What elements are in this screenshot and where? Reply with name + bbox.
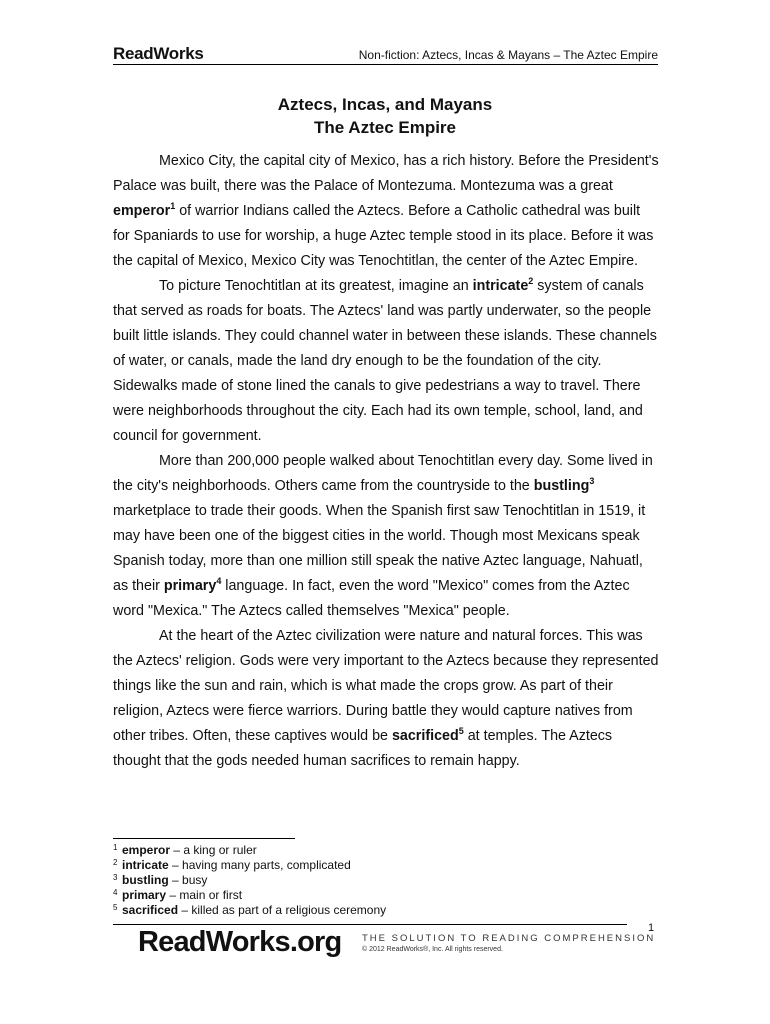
footnote-term: intricate — [122, 858, 169, 872]
brand-logo-text: ReadWorks — [113, 44, 204, 63]
paragraph-1-text-a: Mexico City, the capital city of Mexico, has a rich history. Before the President's Palace was built, there was the Palace of Montezuma. Montezuma was a great — [113, 153, 659, 194]
paragraph-1-text-b: of warrior Indians called the Aztecs. Before a Catholic cathedral was built for Spaniards to use for worship, a huge Aztec temple stood in its place. Before it was the capital of Mexico, Mexico City was Tenochtitlan, the center of the Aztec Empire. — [113, 203, 654, 269]
footnote-divider — [113, 838, 295, 839]
footnote-5 — [113, 903, 386, 918]
term-sacrificed: sacrificed — [391, 728, 459, 744]
document-label: Non-fiction: Aztecs, Incas & Mayans – The Aztec Empire — [358, 48, 658, 62]
footnote-ref-2: 2 — [528, 276, 534, 286]
term-primary: primary — [163, 578, 217, 594]
footnote-number: 1 — [113, 843, 118, 852]
term-bustling: bustling — [533, 478, 590, 494]
footnote-number: 4 — [113, 888, 118, 897]
term-emperor: emperor — [113, 203, 171, 219]
page-number: 1 — [648, 922, 655, 934]
paragraph-2-text-b: system of canals that served as roads for boats. The Aztecs' land was partly underwater, so the people built little islands. They could channel water in between these islands. These channels of water, or canals, made the land dry enough to be the foundation of the city. Sidewalks made of stone lined the canals to give pedestrians a way to travel. There were neighborhoods throughout the city. Each had its own temple, school, land, and council for government. — [113, 278, 657, 444]
footnote-ref-1: 1 — [170, 201, 176, 211]
paragraph-2-text-a: To picture Tenochtitlan at its greatest, imagine an — [159, 278, 473, 294]
readworks-logo: ReadWorks.org — [138, 926, 342, 958]
footnote-definition: – killed as part of a religious ceremony — [178, 903, 387, 917]
footnote-1 — [113, 843, 386, 858]
title-line-1: Aztecs, Incas, and Mayans — [277, 95, 493, 114]
page-header — [113, 42, 658, 65]
paragraph-3-text-a: More than 200,000 people walked about Tenochtitlan every day. Some lived in the city's neighborhoods. Others came from the countryside to the — [113, 453, 653, 494]
article-body — [113, 149, 659, 774]
footnote-2 — [113, 858, 386, 873]
footnote-term: sacrificed — [122, 903, 179, 917]
footnote-number: 5 — [113, 903, 118, 912]
footnote-number: 2 — [113, 858, 118, 867]
footnote-definition: – main or first — [166, 888, 243, 902]
footnote-number: 3 — [113, 873, 118, 882]
title-line-2: The Aztec Empire — [313, 118, 457, 137]
footnote-ref-4: 4 — [216, 576, 222, 586]
footnote-3 — [113, 873, 386, 888]
footnote-term: primary — [122, 888, 167, 902]
paragraph-3-text-c: language. In fact, even the word "Mexico" comes from the Aztec word "Mexica." The Aztecs called themselves "Mexica" people. — [113, 578, 630, 619]
footnote-term: emperor — [122, 843, 171, 857]
paragraph-1 — [113, 149, 659, 274]
footnote-4 — [113, 888, 386, 903]
footnote-term: bustling — [122, 873, 169, 887]
paragraph-4-text-b: at temples. The Aztecs thought that the gods needed human sacrifices to remain happy. — [113, 728, 613, 769]
footnote-definition: – a king or ruler — [170, 843, 257, 857]
footer-divider — [113, 924, 627, 925]
footnote-definition: – busy — [168, 873, 208, 887]
term-intricate: intricate — [472, 278, 529, 294]
paragraph-3-text-b: marketplace to trade their goods. When the Spanish first saw Tenochtitlan in 1519, it may have been one of the biggest cities in the world. Though most Mexicans speak Spanish today, more than one million still speak the native Aztec language, Nahuatl, as their — [113, 503, 646, 594]
footnote-ref-5: 5 — [458, 726, 464, 736]
paragraph-4-text-a: At the heart of the Aztec civilization were nature and natural forces. This was the Aztecs' religion. Gods were very important to the Aztecs because they represented things like the sun and rain, which is what made the crops grow. As part of their religion, Aztecs were fierce warriors. During battle they would capture natives from other tribes. Often, these captives would be — [113, 628, 659, 744]
paragraph-2 — [113, 274, 659, 449]
copyright-notice: © 2012 ReadWorks®, Inc. All rights reserved. — [362, 946, 503, 953]
footnote-ref-3: 3 — [589, 476, 595, 486]
paragraph-3 — [113, 449, 659, 624]
tagline: THE SOLUTION TO READING COMPREHENSION — [362, 933, 656, 944]
paragraph-4 — [113, 624, 659, 774]
footnote-definition: – having many parts, complicated — [168, 858, 351, 872]
footnotes — [113, 843, 386, 918]
